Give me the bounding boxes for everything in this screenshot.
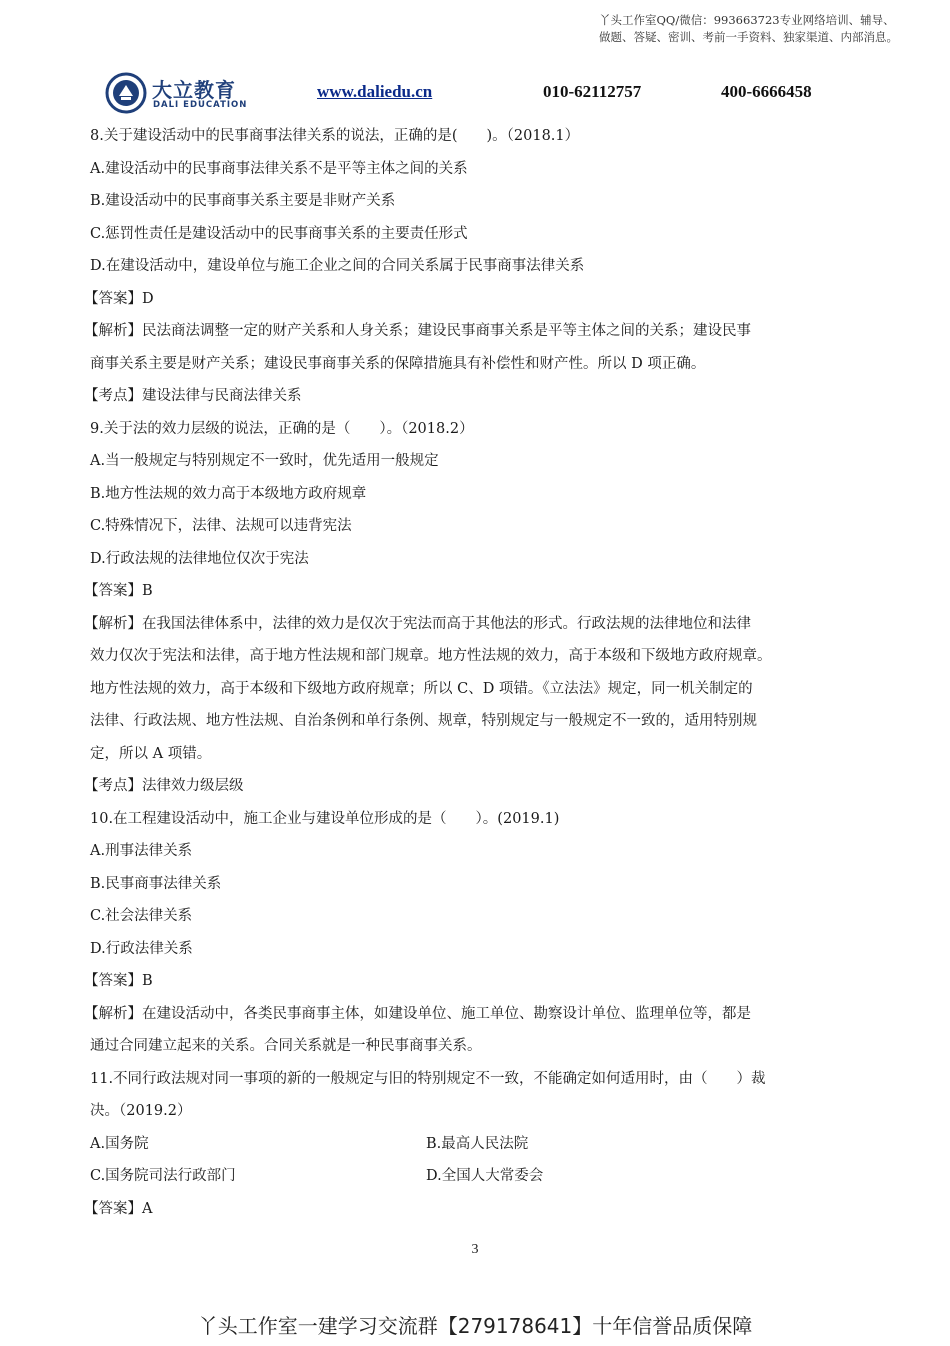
q10-option-d: D.行政法律关系 [90, 940, 193, 957]
document-body [84, 120, 862, 1225]
q11-options-row-1 [90, 1128, 862, 1161]
q9-analysis-line-1: 【解析】在我国法律体系中，法律的效力是仅次于宪法而高于其他法的形式。行政法规的法律地位和法律 [84, 615, 751, 632]
website-link[interactable]: www.daliedu.cn [317, 82, 433, 101]
page-header [105, 66, 865, 122]
top-note [599, 12, 898, 46]
top-note-line-1: 丫头工作室QQ/微信：993663723专业网络培训、辅导、 [599, 13, 895, 27]
dali-logo [105, 72, 255, 116]
q11-option-c: C.国务院司法行政部门 [90, 1168, 236, 1184]
q8-option-c: C.惩罚性责任是建设活动中的民事商事关系的主要责任形式 [90, 225, 468, 242]
logo-chinese-name: 大立教育 [152, 78, 236, 102]
q10-stem: 10.在工程建设活动中，施工企业与建设单位形成的是（ ）。(2019.1) [90, 810, 560, 827]
q10-option-c: C.社会法律关系 [90, 908, 193, 924]
q8-option-d: D.在建设活动中，建设单位与施工企业之间的合同关系属于民事商事法律关系 [90, 258, 585, 274]
q11-stem-line-1: 11.不同行政法规对同一事项的新的一般规定与旧的特别规定不一致，不能确定如何适用时，由（ ）裁 [90, 1070, 766, 1087]
footer-banner: 丫头工作室一建学习交流群【279178641】十年信誉品质保障 [197, 1314, 753, 1338]
q10-option-a: A.刑事法律关系 [90, 843, 193, 859]
q9-option-b: B.地方性法规的效力高于本级地方政府规章 [90, 485, 367, 502]
q9-answer: 【答案】B [84, 583, 153, 599]
q10-option-b: B.民事商事法律关系 [90, 875, 222, 892]
page-number: 3 [471, 1242, 479, 1257]
q9-option-a: A.当一般规定与特别规定不一致时，优先适用一般规定 [90, 453, 439, 469]
q9-option-c: C.特殊情况下，法律、法规可以违背宪法 [90, 518, 352, 534]
q11-answer: 【答案】A [84, 1200, 153, 1217]
q10-analysis-line-2: 通过合同建立起来的关系。合同关系就是一种民事商事关系。 [90, 1038, 482, 1054]
q9-analysis-line-4: 法律、行政法规、地方性法规、自治条例和单行条例、规章，特别规定与一般规定不一致的，适用特别规 [90, 713, 757, 729]
phone-number-2: 400-6666458 [721, 82, 812, 101]
q11-options-row-2 [90, 1160, 862, 1193]
logo-english-name: DALI EDUCATION [153, 100, 248, 110]
q11-option-b: B.最高人民法院 [426, 1135, 529, 1152]
q9-key-point: 【考点】法律效力级层级 [84, 778, 244, 794]
q9-analysis-line-2: 效力仅次于宪法和法律，高于地方性法规和部门规章。地方性法规的效力，高于本级和下级地方政府规章。 [90, 648, 772, 664]
q11-option-d: D.全国人大常委会 [426, 1168, 544, 1184]
q8-stem: 8.关于建设活动中的民事商事法律关系的说法，正确的是( )。（2018.1） [90, 128, 580, 144]
q8-option-a: A.建设活动中的民事商事法律关系不是平等主体之间的关系 [90, 160, 468, 177]
q9-option-d: D.行政法规的法律地位仅次于宪法 [90, 550, 309, 567]
phone-number-1: 010-62112757 [543, 82, 642, 101]
q11-stem-line-2: 决。（2019.2） [90, 1103, 192, 1119]
q8-option-b: B.建设活动中的民事商事关系主要是非财产关系 [90, 193, 396, 209]
q10-answer: 【答案】B [84, 973, 153, 989]
q11-option-a: A.国务院 [90, 1135, 149, 1152]
q8-answer: 【答案】D [84, 290, 154, 307]
q8-analysis-line-2: 商事关系主要是财产关系；建设民事商事关系的保障措施具有补偿性和财产性。所以 D 项正确。 [90, 355, 706, 372]
q9-analysis-line-3: 地方性法规的效力，高于本级和下级地方政府规章；所以 C、D 项错。《立法法》规定，同一机关制定的 [90, 680, 753, 697]
top-note-line-2: 做题、答疑、密训、考前一手资料、独家渠道、内部消息。 [599, 30, 898, 44]
dali-emblem-icon [105, 72, 147, 114]
q8-analysis-line-1: 【解析】民法商法调整一定的财产关系和人身关系；建设民事商事关系是平等主体之间的关系；建设民事 [84, 323, 751, 339]
q10-analysis-line-1: 【解析】在建设活动中，各类民事商事主体，如建设单位、施工单位、勘察设计单位、监理单位等，都是 [84, 1005, 751, 1022]
q8-key-point: 【考点】建设法律与民商法律关系 [84, 388, 302, 404]
q9-stem: 9.关于法的效力层级的说法，正确的是（ ）。（2018.2） [90, 420, 474, 437]
q9-analysis-line-5: 定，所以 A 项错。 [90, 745, 212, 762]
